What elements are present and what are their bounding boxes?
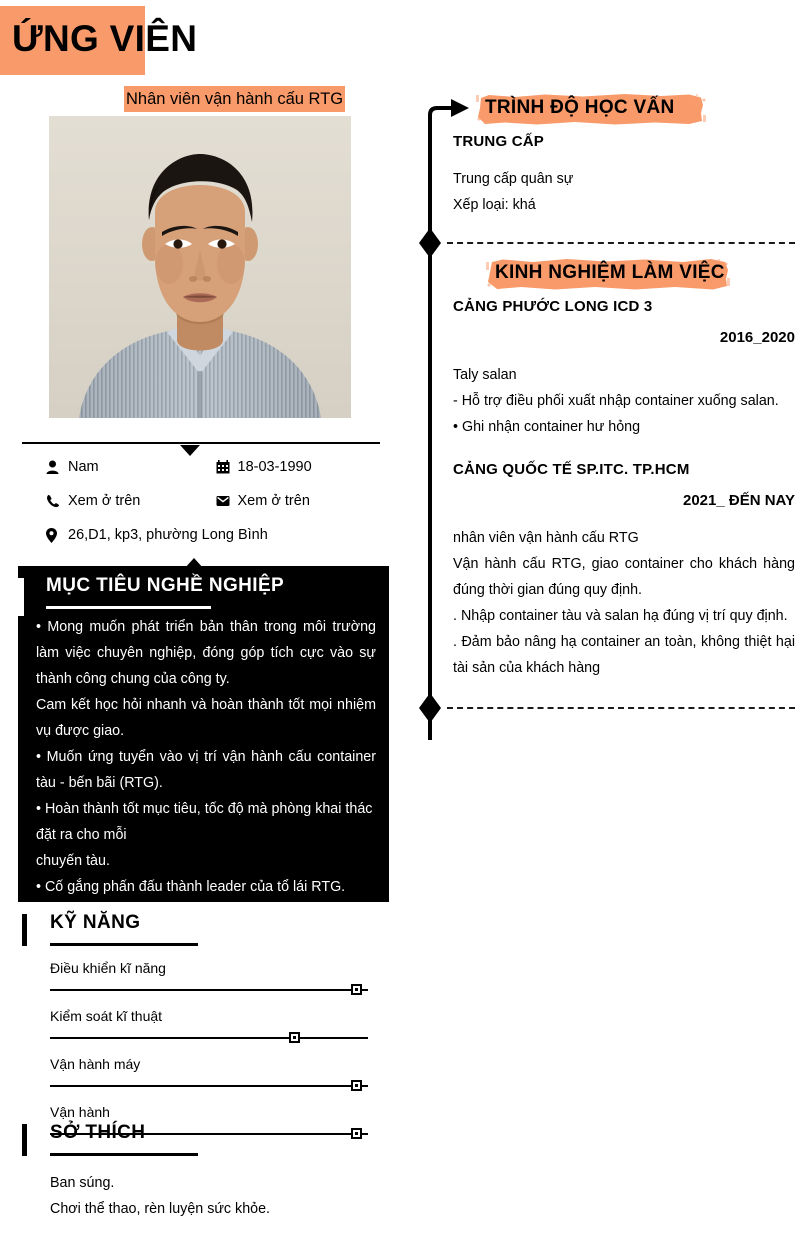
contact-phone-value: Xem ở trên bbox=[68, 493, 141, 509]
envelope-icon bbox=[216, 495, 238, 507]
job-title-text: Nhân viên vận hành cấu RTG bbox=[126, 90, 344, 108]
experience-date-range: 2016_2020 bbox=[719, 329, 795, 346]
contact-email bbox=[200, 492, 380, 510]
objective-paragraph: • Cố gắng phấn đấu thành leader của tổ lái RTG. bbox=[36, 879, 346, 895]
skill-progress-knob[interactable] bbox=[289, 1032, 300, 1043]
skill-progress-knob[interactable] bbox=[351, 1080, 362, 1091]
education-heading-text: TRÌNH ĐỘ HỌC VẤN bbox=[485, 97, 675, 118]
hobby-item: Chơi thể thao, rèn luyện sức khỏe. bbox=[50, 1201, 271, 1217]
contact-birthdate-value: 18-03-1990 bbox=[237, 459, 312, 475]
experience-detail-line: . Nhập container tàu và salan hạ đúng vị trí quy định. bbox=[453, 608, 788, 624]
skill-item bbox=[22, 959, 382, 996]
contact-gender bbox=[22, 458, 200, 476]
education-detail-line: Trung cấp quân sự bbox=[453, 171, 574, 187]
skills-section bbox=[22, 912, 382, 1151]
objective-notch bbox=[18, 578, 24, 616]
skill-progress-track[interactable] bbox=[50, 984, 368, 996]
hobbies-underline bbox=[50, 1153, 198, 1156]
contact-section bbox=[22, 442, 380, 572]
experience-detail-line: . Đảm bảo nâng hạ container an toàn, không thiệt hại tài sản của khách hàng bbox=[453, 634, 795, 676]
hobbies-list bbox=[22, 1170, 382, 1222]
education-details bbox=[453, 166, 795, 218]
contact-row bbox=[22, 492, 380, 526]
skill-item bbox=[22, 1007, 382, 1044]
skill-progress-line bbox=[50, 1085, 368, 1087]
experience-entry bbox=[453, 461, 795, 681]
contact-address-value: 26,D1, kp3, phường Long Bình bbox=[68, 527, 268, 543]
skill-label: Vận hành máy bbox=[50, 1056, 141, 1072]
objective-paragraph: • Mong muốn phát triển bản thân trong môi trường làm việc chuyên nghiệp, đóng góp tích cực vào sự thành công chung của công ty. bbox=[36, 619, 376, 687]
skill-progress-track[interactable] bbox=[50, 1032, 368, 1044]
skills-list bbox=[22, 959, 382, 1140]
objective-paragraph: chuyến tàu. bbox=[36, 853, 110, 869]
skills-heading: KỸ NĂNG bbox=[50, 912, 141, 933]
timeline-column bbox=[415, 80, 795, 740]
hobbies-heading: SỞ THÍCH bbox=[50, 1122, 146, 1143]
skill-label: Vận hành bbox=[50, 1104, 110, 1120]
skills-underline bbox=[50, 943, 198, 946]
skills-notch bbox=[22, 914, 27, 946]
skill-progress-line bbox=[50, 1037, 368, 1039]
education-heading-banner bbox=[475, 93, 707, 126]
skill-label: Kiểm soát kĩ thuật bbox=[50, 1008, 163, 1024]
experience-detail-line: Vận hành cấu RTG, giao container cho khách hàng đúng thời gian đúng quy định. bbox=[453, 556, 795, 598]
person-icon bbox=[46, 460, 68, 474]
experience-detail-line: Taly salan bbox=[453, 367, 517, 383]
experience-organization: CẢNG QUỐC TẾ SP.ITC. TP.HCM bbox=[453, 461, 690, 478]
education-detail-line: Xếp loại: khá bbox=[453, 197, 536, 213]
contact-row bbox=[22, 458, 380, 492]
objective-paragraph: • Hoàn thành tốt mục tiêu, tốc độ mà phòng khai thác đặt ra cho mỗi bbox=[36, 801, 373, 843]
objective-paragraph: • Muốn ứng tuyển vào vị trí vận hành cấu container tàu - bến bãi (RTG). bbox=[36, 749, 376, 791]
candidate-photo bbox=[49, 116, 351, 418]
contact-row bbox=[22, 526, 380, 560]
experience-detail-line: nhân viên vận hành cấu RTG bbox=[453, 530, 639, 546]
objective-body bbox=[36, 614, 376, 900]
contact-gender-value: Nam bbox=[68, 459, 99, 475]
experience-heading-text: KINH NGHIỆM LÀM VIỆC bbox=[495, 262, 725, 283]
skill-progress-line bbox=[50, 989, 368, 991]
skill-item bbox=[22, 1055, 382, 1092]
timeline-dashed-separator bbox=[447, 707, 795, 709]
job-title-banner bbox=[124, 86, 345, 112]
page-title: ỨNG VIÊN bbox=[12, 18, 198, 59]
hobbies-notch bbox=[22, 1124, 27, 1156]
career-objective-section bbox=[18, 566, 389, 902]
education-level: TRUNG CẤP bbox=[453, 133, 544, 150]
experience-detail-line: • Ghi nhận container hư hỏng bbox=[453, 419, 641, 435]
location-pin-icon bbox=[46, 528, 68, 543]
experience-details bbox=[453, 362, 795, 440]
objective-heading: MỤC TIÊU NGHỀ NGHIỆP bbox=[46, 575, 285, 596]
contact-phone bbox=[22, 492, 200, 510]
experience-detail-line: - Hỗ trợ điều phối xuất nhập container xuống salan. bbox=[453, 393, 779, 409]
objective-underline bbox=[46, 606, 211, 609]
contact-address bbox=[22, 526, 380, 544]
calendar-icon bbox=[216, 460, 238, 474]
skill-label: Điều khiển kĩ năng bbox=[50, 960, 166, 976]
skill-progress-track[interactable] bbox=[50, 1080, 368, 1092]
objective-paragraph: Cam kết học hỏi nhanh và hoàn thành tốt mọi nhiệm vụ được giao. bbox=[36, 697, 376, 739]
phone-icon bbox=[46, 494, 68, 508]
contact-birthdate bbox=[200, 458, 380, 476]
timeline-dashed-separator bbox=[447, 242, 795, 244]
education-entry bbox=[453, 133, 795, 218]
experience-date-range: 2021_ ĐẾN NAY bbox=[682, 492, 795, 509]
experience-details bbox=[453, 525, 795, 681]
experience-organization: CẢNG PHƯỚC LONG ICD 3 bbox=[453, 298, 653, 315]
experience-heading-banner bbox=[485, 258, 731, 291]
triangle-down-marker bbox=[180, 445, 200, 456]
hobbies-section bbox=[22, 1122, 382, 1222]
skill-progress-knob[interactable] bbox=[351, 984, 362, 995]
experience-entry bbox=[453, 298, 795, 440]
hobby-item: Ban súng. bbox=[50, 1175, 115, 1191]
contact-email-value: Xem ở trên bbox=[237, 493, 310, 509]
